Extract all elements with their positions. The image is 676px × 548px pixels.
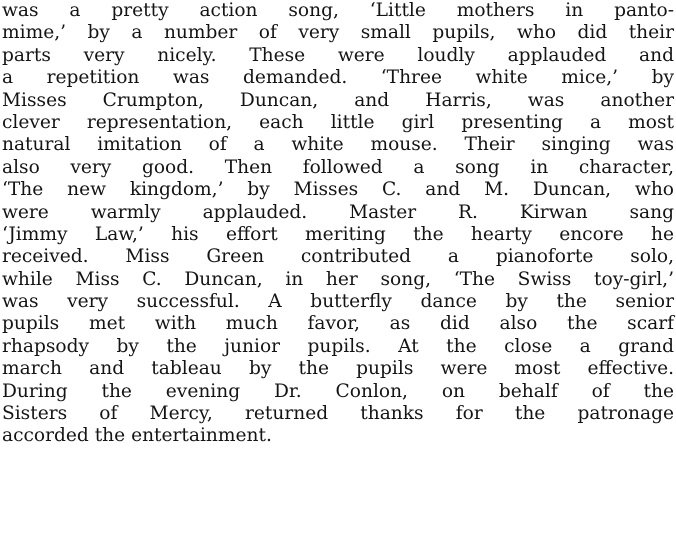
text-line: pupils met with much favor, as did also the scarf [2,313,674,335]
text-line: parts very nicely. These were loudly applauded and [2,44,674,66]
text-line: was very successful. A butterfly dance by the senior [2,291,674,313]
text-line: natural imitation of a white mouse. Their singing was [2,134,674,156]
text-line: was a pretty action song, ‘Little mothers in panto- [2,0,674,21]
text-line: march and tableau by the pupils were most effective. [2,358,674,380]
article-text [2,0,674,448]
text-line: rhapsody by the junior pupils. At the close a grand [2,335,674,357]
text-line: clever representation, each little girl presenting a most [2,111,674,133]
text-line: mime,’ by a number of very small pupils, who did their [2,22,674,44]
text-line: During the evening Dr. Conlon, on behalf of the [2,380,674,402]
text-line: also very good. Then followed a song in character, [2,156,674,178]
text-line: ‘The new kingdom,’ by Misses C. and M. Duncan, who [2,179,674,201]
text-line: ‘Jimmy Law,’ his effort meriting the hearty encore he [2,223,674,245]
text-line: a repetition was demanded. ‘Three white mice,’ by [2,67,674,89]
text-line: Sisters of Mercy, returned thanks for the patronage [2,403,674,425]
text-line: while Miss C. Duncan, in her song, ‘The Swiss toy-girl,’ [2,268,674,290]
text-line: received. Miss Green contributed a pianoforte solo, [2,246,674,268]
text-line: Misses Crumpton, Duncan, and Harris, was another [2,89,674,111]
text-line: were warmly applauded. Master R. Kirwan sang [2,201,674,223]
text-line: accorded the entertainment. [2,425,272,447]
